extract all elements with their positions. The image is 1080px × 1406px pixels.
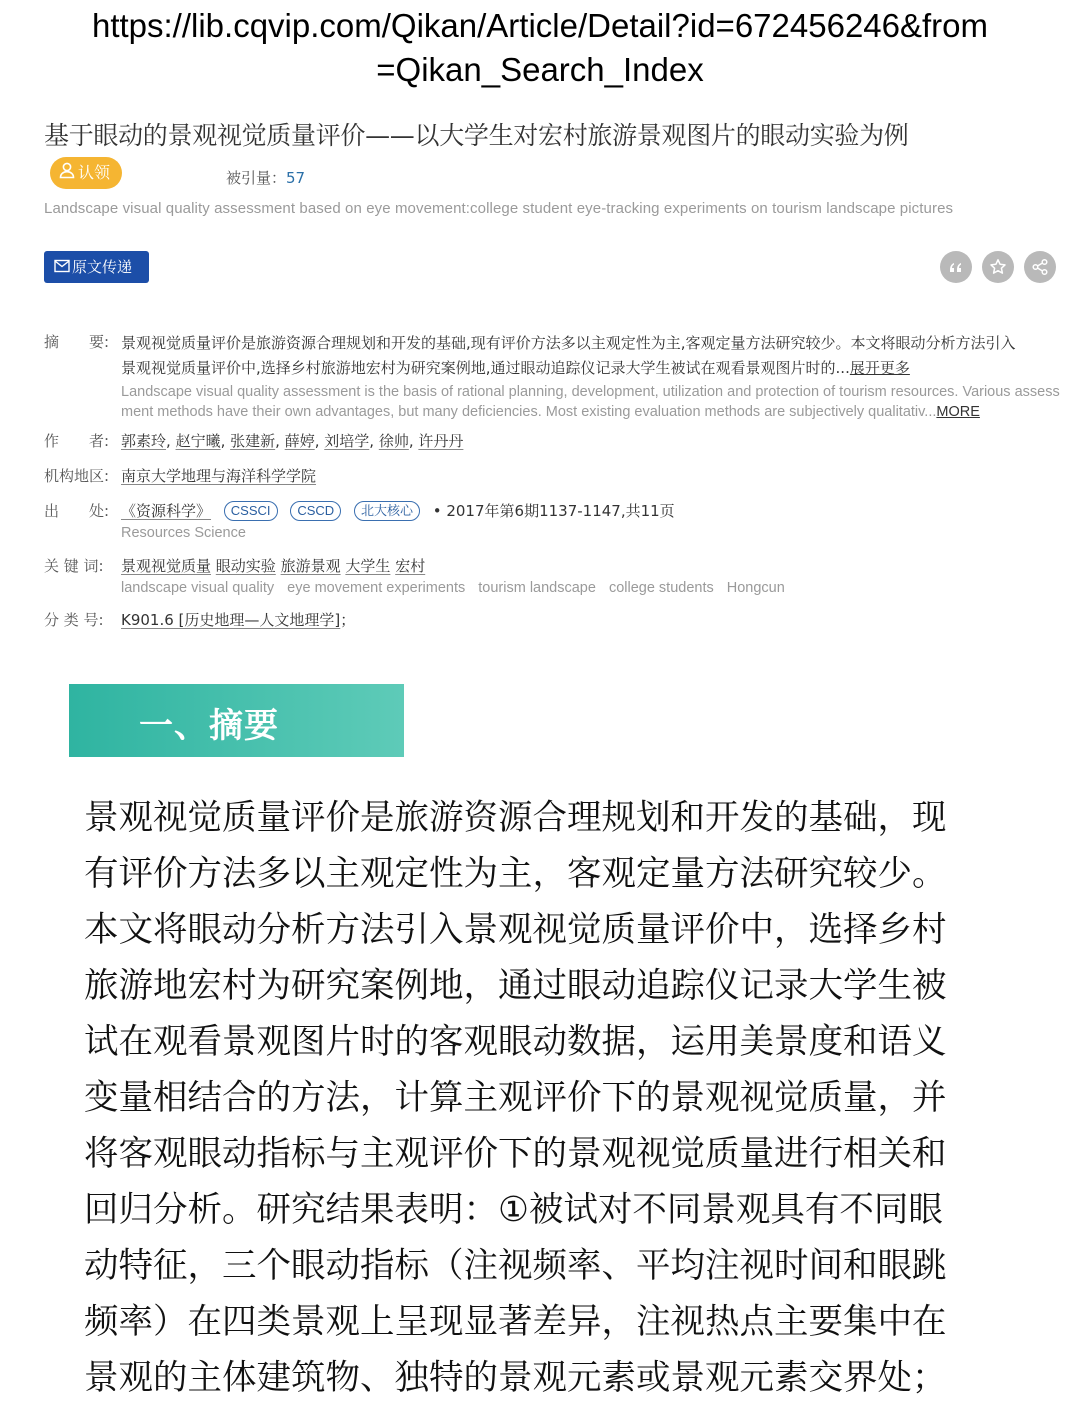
keyword-link[interactable]: 旅游景观: [280, 557, 341, 575]
cited-number[interactable]: 57: [286, 169, 306, 187]
pku-core-badge: 北大核心: [354, 501, 420, 521]
url-caption: [0, 4, 1080, 92]
expand-more-link[interactable]: 展开更多: [849, 358, 910, 377]
summary-line: 景观的主体建筑物、独特的景观元素或景观元素交界处；: [84, 1358, 947, 1398]
author-link[interactable]: 许丹丹: [418, 432, 464, 450]
keyword-en-link[interactable]: college students: [608, 580, 714, 596]
keywords-en-list: [121, 580, 798, 596]
authors-label: 作 者:: [44, 432, 110, 450]
keyword-link[interactable]: 眼动实验: [215, 557, 276, 575]
summary-line: 有评价方法多以主观定性为主，客观定量方法研究较少。: [84, 854, 947, 894]
cite-quote-icon[interactable]: [940, 251, 972, 283]
claim-label: 认领: [78, 163, 111, 182]
article-title: 基于眼动的景观视觉质量评价——以大学生对宏村旅游景观图片的眼动实验为例: [44, 121, 909, 150]
journal-en: Resources Science: [121, 525, 246, 541]
full-text-delivery-button[interactable]: [44, 251, 149, 283]
cscd-badge: CSCD: [290, 501, 341, 521]
summary-line: 动特征，三个眼动指标（注视频率、平均注视时间和眼跳: [84, 1246, 947, 1286]
abstract-line-text: 景观视觉质量评价中,选择乡村旅游地宏村为研究案例地,通过眼动追踪仪记录大学生被试在观看景观图片时的...: [121, 358, 850, 377]
summary-line: 将客观眼动指标与主观评价下的景观视觉质量进行相关和: [84, 1134, 947, 1174]
url-line-1: https://lib.cqvip.com/Qikan/Article/Detail?id=672456246&from: [91, 7, 989, 44]
summary-line: 回归分析。研究结果表明：①被试对不同景观具有不同眼: [84, 1190, 943, 1230]
abstract-line: [121, 356, 1060, 381]
author-link[interactable]: 刘培学: [324, 432, 370, 450]
english-title: Landscape visual quality assessment based on eye movement:college student eye-tracking experiments on tourism landscape pictures: [44, 200, 954, 217]
cssci-badge: CSSCI: [224, 501, 278, 521]
favorite-star-icon[interactable]: [982, 251, 1014, 283]
abstract-en-text: ment methods have their own advantages, but many deficiencies. Most existing evaluation methods are subjectively qualitativ...: [121, 404, 937, 420]
class-value-wrap: [121, 609, 355, 630]
source-value: [121, 500, 675, 521]
mail-icon: [54, 252, 70, 284]
claim-button[interactable]: [50, 157, 122, 189]
summary-body: [84, 790, 1034, 1406]
keyword-en-link[interactable]: eye movement experiments: [287, 580, 466, 596]
abstract-en-line: [121, 403, 1060, 422]
summary-line: 变量相结合的方法，计算主观评价下的景观视觉质量，并: [84, 1078, 947, 1118]
keywords-list: [121, 555, 425, 576]
abstract-en-line: Landscape visual quality assessment is the basis of rational planning, development, utilization and protection of tourism resources. Various assess: [121, 384, 1060, 400]
author-link[interactable]: 薛婷: [284, 432, 315, 450]
abstract-text: [121, 331, 1060, 422]
keyword-en-link[interactable]: landscape visual quality: [121, 580, 275, 596]
keyword-link[interactable]: 景观视觉质量: [121, 557, 212, 575]
deliver-label: 原文传递: [72, 258, 133, 276]
author-link[interactable]: 郭素玲: [121, 432, 167, 450]
citation-count: [226, 167, 305, 188]
class-suffix: ；: [340, 611, 356, 629]
org-label: 机构地区:: [44, 467, 110, 485]
summary-line: 频率）在四类景观上呈现显著差异，注视热点主要集中在: [84, 1302, 947, 1342]
cited-label: 被引量：: [226, 169, 287, 187]
share-icon[interactable]: [1024, 251, 1056, 283]
url-line-2: =Qikan_Search_Index: [376, 51, 704, 88]
summary-line: 本文将眼动分析方法引入景观视觉质量评价中，选择乡村: [84, 910, 947, 950]
authors-list: 郭素玲, 赵宁曦, 张建新, 薛婷, 刘培学, 徐帅, 许丹丹: [121, 432, 464, 450]
summary-line: 试在观看景观图片时的客观眼动数据，运用美景度和语义: [84, 1022, 947, 1062]
author-link[interactable]: 徐帅: [378, 432, 409, 450]
keyword-link[interactable]: 宏村: [395, 557, 426, 575]
journal-link[interactable]: 《资源科学》: [121, 502, 212, 520]
summary-line: 旅游地宏村为研究案例地，通过眼动追踪仪记录大学生被: [84, 966, 947, 1006]
more-link[interactable]: MORE: [936, 404, 980, 420]
keyword-en-link[interactable]: tourism landscape: [478, 580, 596, 596]
abstract-label: 摘 要:: [44, 333, 110, 351]
org-link[interactable]: 南京大学地理与海洋科学学院: [121, 467, 317, 485]
keyword-en-link[interactable]: Hongcun: [726, 580, 785, 596]
keyword-link[interactable]: 大学生: [345, 557, 391, 575]
person-icon: [58, 158, 76, 190]
author-link[interactable]: 张建新: [230, 432, 276, 450]
section-heading-bar: [69, 684, 404, 757]
summary-line: 景观视觉质量评价是旅游资源合理规划和开发的基础，现: [84, 798, 947, 838]
class-link[interactable]: K901.6 [历史地理—人文地理学]: [121, 611, 341, 629]
source-label: 出 处:: [44, 502, 110, 520]
author-link[interactable]: 赵宁曦: [175, 432, 221, 450]
issue-info: • 2017年第6期1137-1147,共11页: [432, 502, 675, 520]
class-label: 分 类 号:: [44, 611, 104, 629]
abstract-line: 景观视觉质量评价是旅游资源合理规划和开发的基础,现有评价方法多以主观定性为主,客观定量方法研究较少。本文将眼动分析方法引入: [121, 334, 1016, 352]
section-heading: 一、摘要: [139, 706, 279, 746]
keywords-label: 关 键 词:: [44, 557, 104, 575]
